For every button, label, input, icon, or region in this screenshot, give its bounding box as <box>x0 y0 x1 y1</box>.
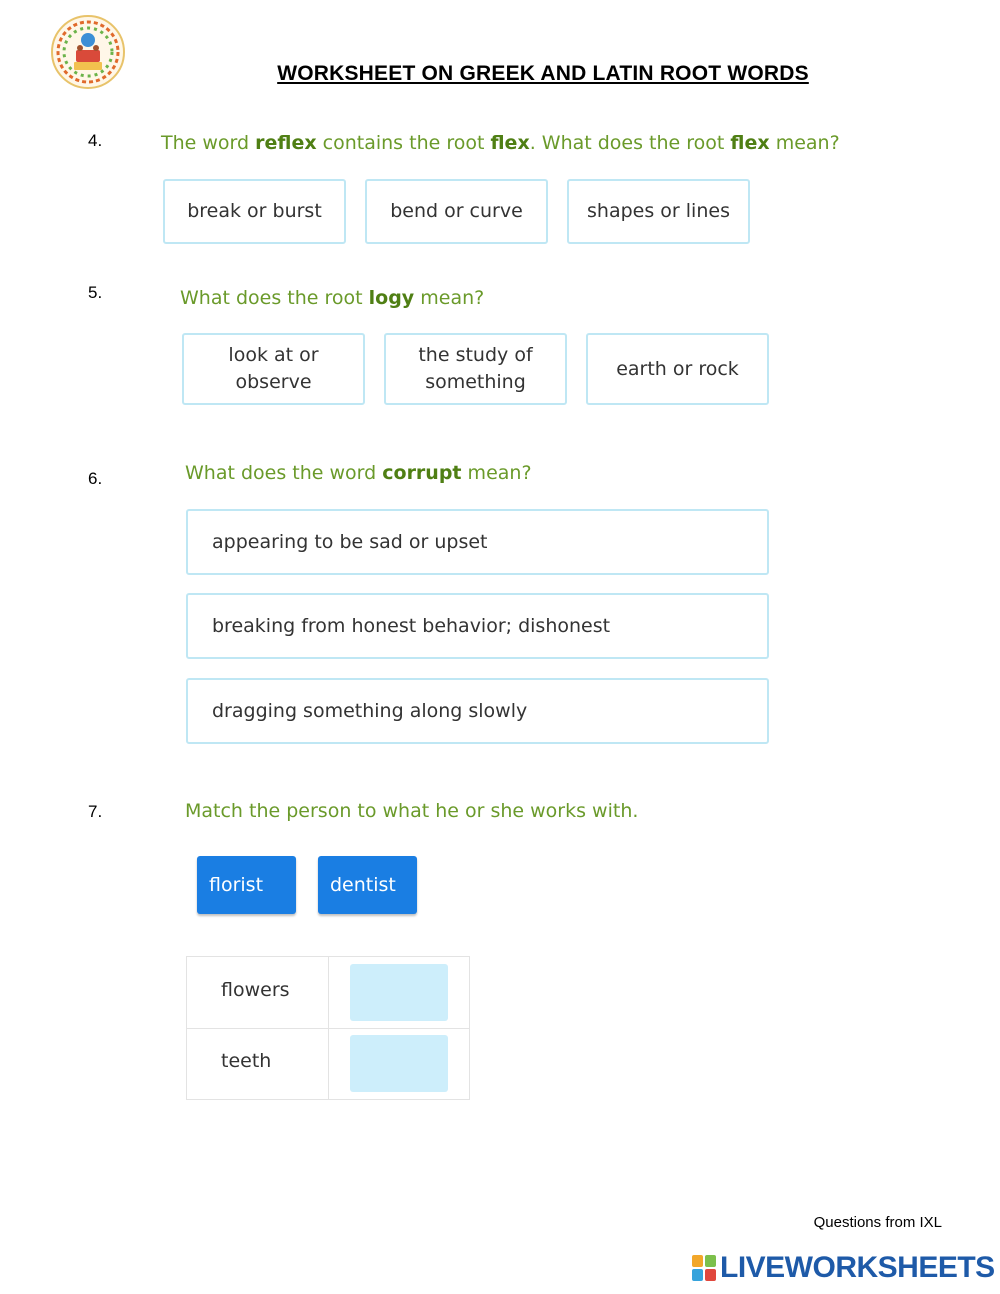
q4-choice-bend-or-curve[interactable]: bend or curve <box>365 179 548 244</box>
question-7-text: Match the person to what he or she works with. <box>185 800 639 822</box>
match-label-teeth: teeth <box>221 1050 272 1072</box>
q6-choice-dishonest[interactable]: breaking from honest behavior; dishonest <box>186 593 769 659</box>
q4-choice-shapes-or-lines[interactable]: shapes or lines <box>567 179 750 244</box>
question-5-text: What does the root logy mean? <box>180 287 485 309</box>
match-row-flowers <box>187 957 469 1028</box>
drop-zone-flowers[interactable] <box>350 964 448 1021</box>
q5-choice-look-at-or-observe[interactable]: look at or observe <box>182 333 365 405</box>
question-4-number: 4. <box>88 131 103 150</box>
question-6-text: What does the word corrupt mean? <box>185 462 532 484</box>
drop-zone-teeth[interactable] <box>350 1035 448 1092</box>
q5-choice-study-of-something[interactable]: the study of something <box>384 333 567 405</box>
q6-choice-sad-or-upset[interactable]: appearing to be sad or upset <box>186 509 769 575</box>
question-4-text: The word reflex contains the root flex. What does the root flex mean? <box>161 132 840 154</box>
question-6-number: 6. <box>88 469 103 488</box>
page-title: WORKSHEET ON GREEK AND LATIN ROOT WORDS <box>277 62 809 85</box>
liveworksheets-wordmark: LIVEWORKSHEETS <box>720 1251 995 1284</box>
match-row-teeth <box>187 1028 469 1100</box>
liveworksheets-logo[interactable] <box>692 1251 995 1285</box>
liveworksheets-mark-icon <box>692 1255 716 1281</box>
match-label-flowers: flowers <box>221 979 290 1001</box>
drag-tile-dentist[interactable]: dentist <box>318 856 417 914</box>
q6-choice-dragging-slowly[interactable]: dragging something along slowly <box>186 678 769 744</box>
match-table <box>186 956 470 1100</box>
q4-choice-break-or-burst[interactable]: break or burst <box>163 179 346 244</box>
q5-choice-earth-or-rock[interactable]: earth or rock <box>586 333 769 405</box>
question-7-number: 7. <box>88 802 103 821</box>
credit-text: Questions from IXL <box>813 1214 942 1231</box>
drag-tile-florist[interactable]: florist <box>197 856 296 914</box>
question-5-number: 5. <box>88 283 103 302</box>
